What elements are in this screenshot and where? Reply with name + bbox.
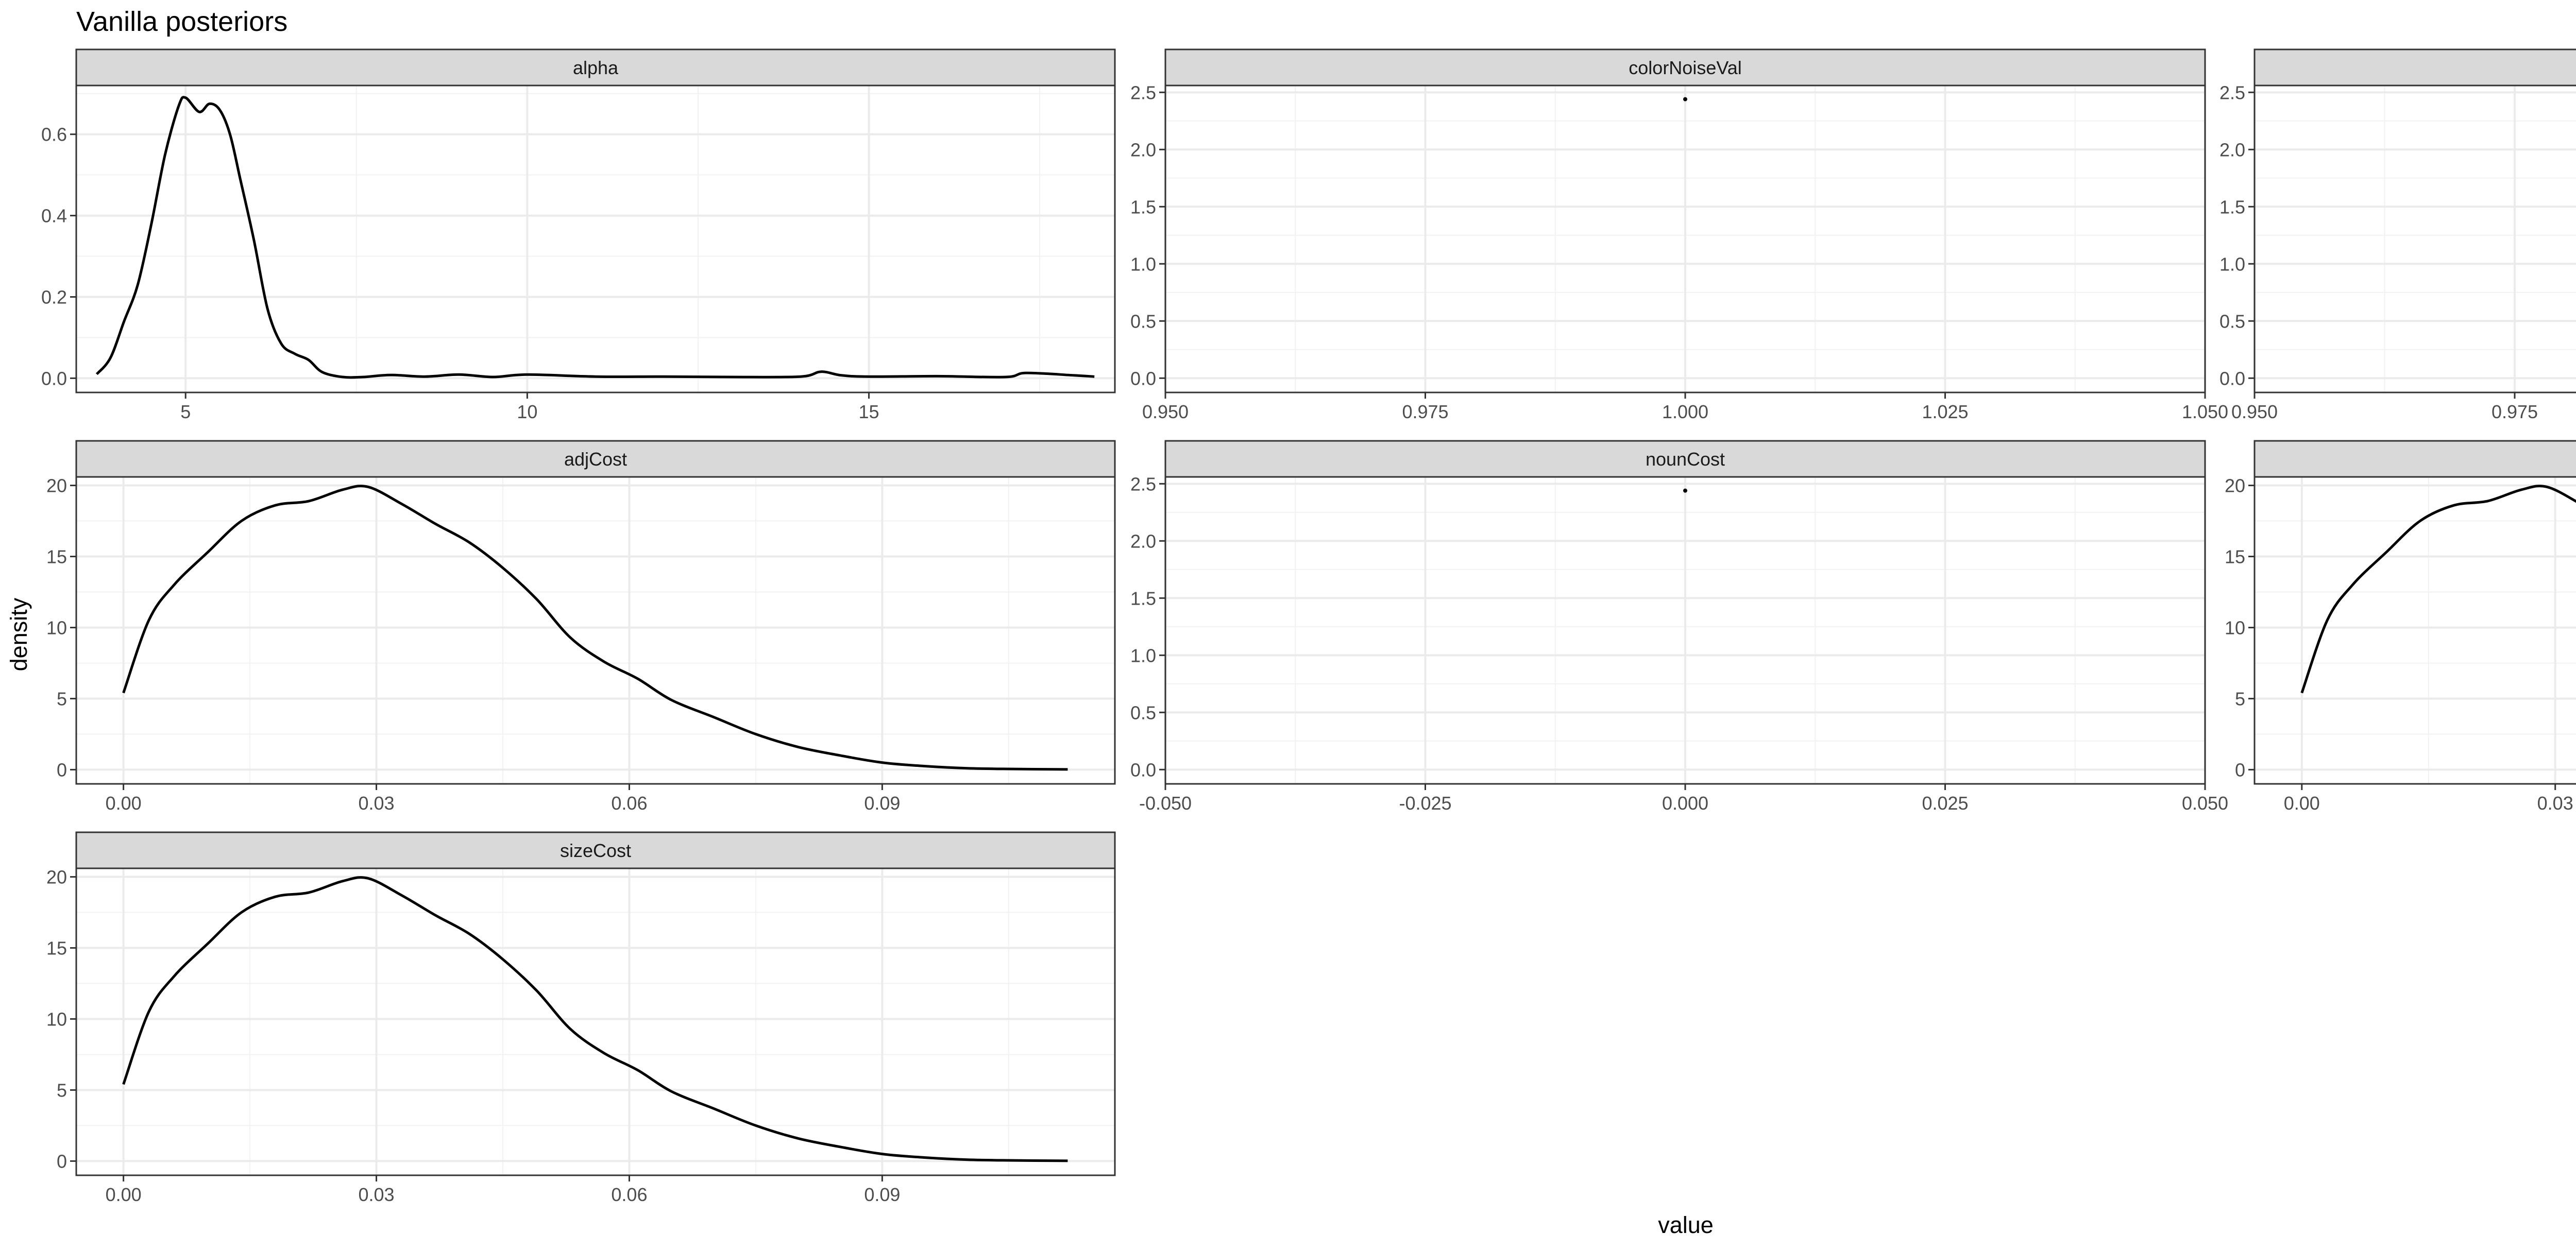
x-tick-label: 0.03 <box>358 793 395 814</box>
facet-colorNoiseVal <box>1130 49 2228 422</box>
chart-title: Vanilla posteriors <box>76 6 288 37</box>
facet-strip-label: colorNoiseVal <box>1629 57 1742 78</box>
facet-sizeCost <box>46 832 1115 1205</box>
y-tick-label: 2.5 <box>2219 82 2245 104</box>
density-point-colorNoiseVal <box>1683 97 1687 101</box>
facet-panels <box>41 49 2576 1205</box>
x-tick-label: 0.950 <box>2231 401 2278 422</box>
x-tick-label: 0.000 <box>1662 793 1709 814</box>
facet-strip <box>2255 49 2576 85</box>
y-tick-label: 20 <box>46 866 67 888</box>
facet-colorCost <box>2225 441 2576 814</box>
panel-background <box>76 85 1115 392</box>
y-axis-title: density <box>6 597 32 672</box>
y-tick-label: 5 <box>56 688 67 710</box>
facet-nounCost <box>1130 441 2228 814</box>
y-tick-label: 0.5 <box>1130 311 1156 332</box>
x-tick-label: -0.025 <box>1399 793 1452 814</box>
x-tick-label: 0.050 <box>2181 793 2229 814</box>
y-tick-label: 10 <box>2224 617 2245 639</box>
y-tick-label: 2.0 <box>1130 530 1156 552</box>
x-tick-label: 10 <box>517 401 538 422</box>
x-tick-label: 1.050 <box>2181 401 2229 422</box>
y-tick-label: 2.0 <box>2219 139 2245 161</box>
y-tick-label: 0.6 <box>41 124 67 145</box>
y-tick-label: 1.0 <box>2219 253 2245 275</box>
y-tick-label: 0.0 <box>1130 759 1156 781</box>
y-tick-label: 2.5 <box>1130 82 1156 104</box>
facet-strip-label: alpha <box>572 57 619 78</box>
facet-strip-label: sizeCost <box>560 840 632 861</box>
facet-strip <box>2255 441 2576 477</box>
y-tick-label: 0.0 <box>41 368 67 389</box>
y-tick-label: 5 <box>56 1079 67 1101</box>
x-tick-label: -0.050 <box>1139 793 1192 814</box>
y-tick-label: 1.5 <box>2219 196 2245 218</box>
x-tick-label: 0.03 <box>358 1184 395 1205</box>
panel-background <box>76 477 1115 784</box>
facet-strip-label: adjCost <box>564 449 628 470</box>
y-tick-label: 0 <box>2234 759 2245 781</box>
panel-background <box>2255 85 2576 392</box>
y-tick-label: 1.5 <box>1130 196 1156 218</box>
x-tick-label: 0.00 <box>105 793 142 814</box>
y-tick-label: 5 <box>2234 688 2245 710</box>
y-tick-label: 10 <box>46 1008 67 1030</box>
x-tick-label: 1.000 <box>1662 401 1709 422</box>
y-tick-label: 15 <box>2224 546 2245 568</box>
facet-adjCost <box>46 441 1115 814</box>
x-tick-label: 0.975 <box>2491 401 2538 422</box>
y-tick-label: 20 <box>46 475 67 496</box>
x-tick-label: 0.025 <box>1922 793 1969 814</box>
y-tick-label: 1.0 <box>1130 253 1156 275</box>
x-tick-label: 0.03 <box>2537 793 2573 814</box>
y-tick-label: 10 <box>46 617 67 639</box>
y-tick-label: 2.5 <box>1130 473 1156 495</box>
facet-strip-label: nounCost <box>1645 449 1725 470</box>
x-tick-label: 5 <box>180 401 191 422</box>
y-tick-label: 15 <box>46 937 67 959</box>
x-tick-label: 0.00 <box>2283 793 2320 814</box>
x-axis-title: value <box>1658 1212 1714 1238</box>
y-tick-label: 2.0 <box>1130 139 1156 161</box>
facet-sizeNoiseVal <box>2219 49 2576 422</box>
x-tick-label: 1.025 <box>1922 401 1969 422</box>
panel-background <box>76 868 1115 1175</box>
x-tick-label: 0.950 <box>1142 401 1189 422</box>
y-tick-label: 1.5 <box>1130 588 1156 609</box>
y-tick-label: 15 <box>46 546 67 568</box>
x-tick-label: 0.06 <box>611 793 648 814</box>
x-tick-label: 0.00 <box>105 1184 142 1205</box>
y-tick-label: 0.0 <box>1130 368 1156 389</box>
x-tick-label: 0.06 <box>611 1184 648 1205</box>
x-tick-label: 0.09 <box>864 793 901 814</box>
y-tick-label: 0.4 <box>41 205 67 227</box>
y-tick-label: 0.2 <box>41 286 67 308</box>
y-tick-label: 0 <box>56 759 67 781</box>
y-tick-label: 1.0 <box>1130 645 1156 666</box>
y-tick-label: 0 <box>56 1151 67 1172</box>
y-tick-label: 20 <box>2224 475 2245 496</box>
facet-alpha <box>41 49 1115 422</box>
x-tick-label: 0.975 <box>1402 401 1449 422</box>
y-tick-label: 0.0 <box>2219 368 2245 389</box>
density-point-nounCost <box>1683 489 1687 493</box>
x-tick-label: 0.09 <box>864 1184 901 1205</box>
y-tick-label: 0.5 <box>1130 702 1156 724</box>
y-tick-label: 0.5 <box>2219 311 2245 332</box>
x-tick-label: 15 <box>858 401 879 422</box>
